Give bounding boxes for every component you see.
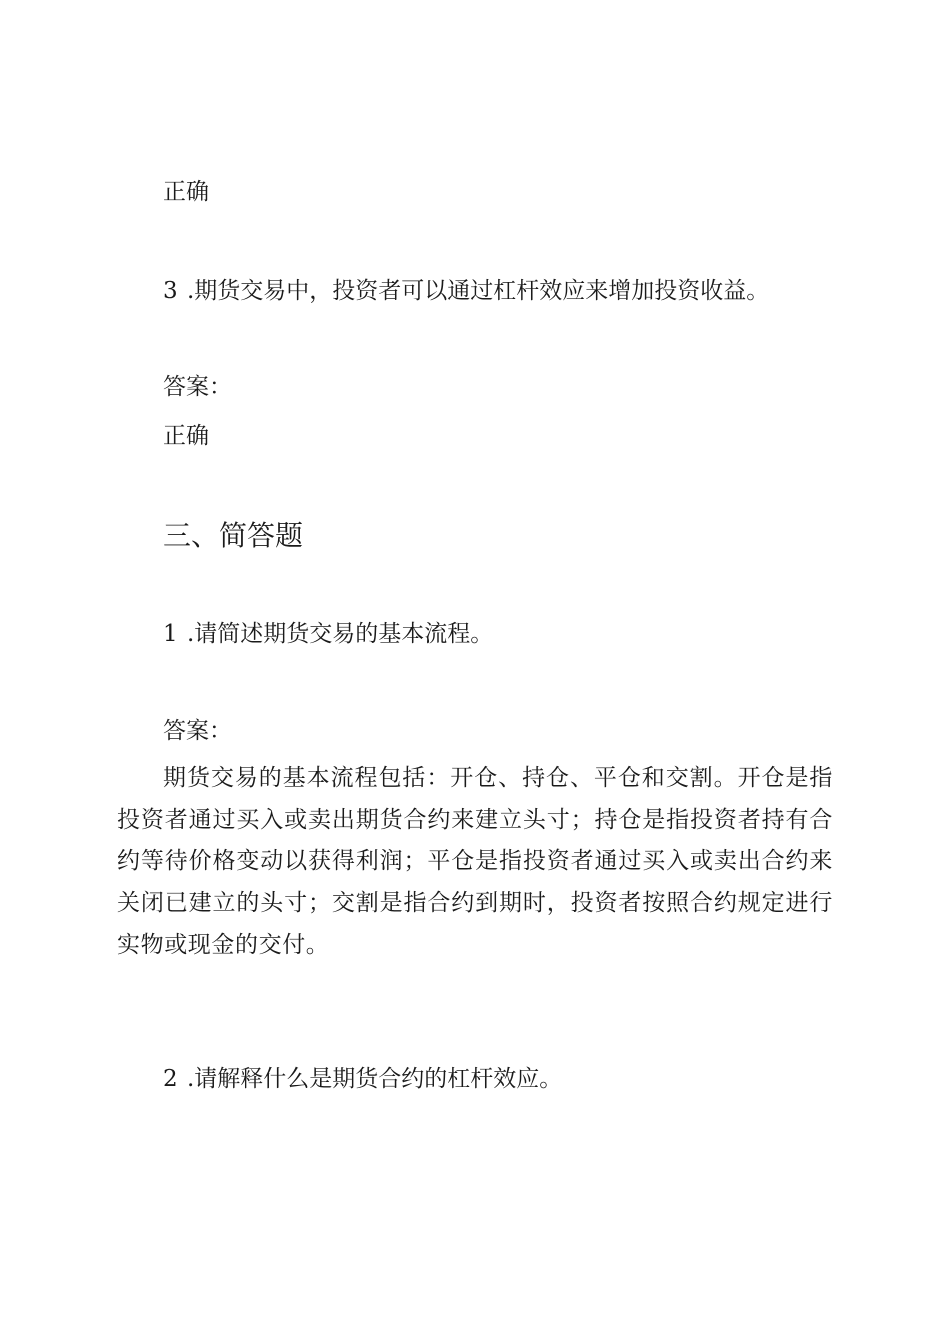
question-number: 2 [163, 1066, 178, 1092]
question-3 [163, 274, 769, 308]
question-text: .期货交易中，投资者可以通过杠杆效应来增加投资收益。 [187, 278, 770, 304]
question-text: .请解释什么是期货合约的杠杆效应。 [187, 1066, 563, 1092]
question-text: .请简述期货交易的基本流程。 [187, 621, 494, 647]
question-number: 1 [163, 621, 178, 647]
answer-label: 答案： [163, 374, 232, 400]
short-question-1 [163, 617, 493, 651]
answer-value-previous: 正确 [163, 179, 209, 205]
answer-label: 答案： [163, 718, 232, 744]
question-number: 3 [163, 278, 178, 304]
section-heading: 三、简答题 [163, 519, 304, 552]
short-question-2 [163, 1062, 562, 1096]
answer-value: 正确 [163, 423, 209, 449]
answer-paragraph: 期货交易的基本流程包括：开仓、持仓、平仓和交割。开仓是指投资者通过买入或卖出期货合约来建立头寸；持仓是指投资者持有合约等待价格变动以获得利润；平仓是指投资者通过买入或卖出合约来关闭已建立的头寸；交割是指合约到期时，投资者按照合约规定进行实物或现金的交付。 [117, 765, 833, 958]
